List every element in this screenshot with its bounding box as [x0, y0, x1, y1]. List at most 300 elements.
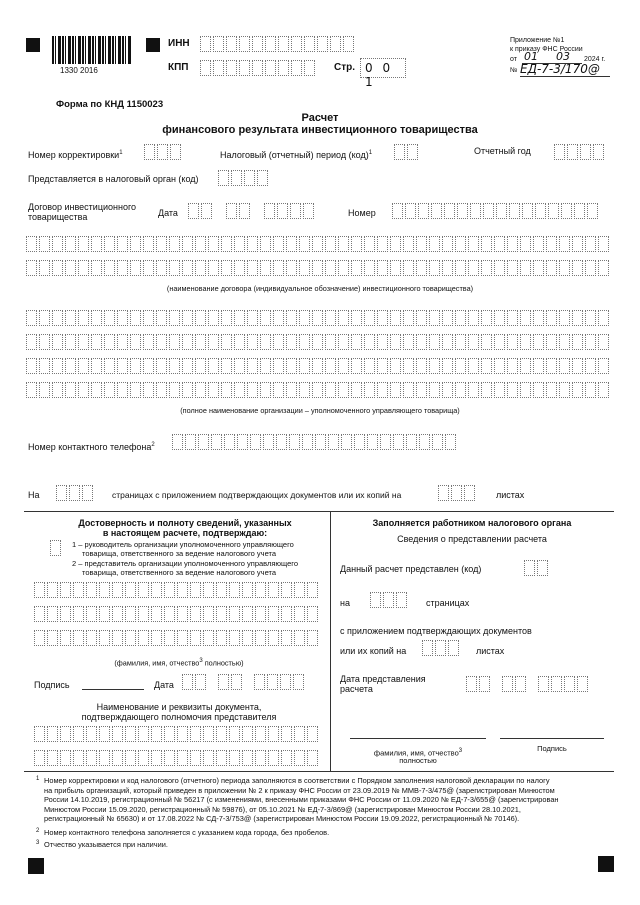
input-cell[interactable]: [432, 434, 443, 450]
input-cell[interactable]: [247, 236, 258, 252]
input-cell[interactable]: [104, 236, 115, 252]
input-cell[interactable]: [172, 434, 183, 450]
input-cell[interactable]: [390, 260, 401, 276]
input-cell[interactable]: [195, 358, 206, 374]
input-cell[interactable]: [598, 236, 609, 252]
input-cell[interactable]: [164, 582, 175, 598]
input-cell[interactable]: [325, 334, 336, 350]
sheets-cells[interactable]: [438, 485, 477, 501]
input-cell[interactable]: [260, 236, 271, 252]
input-cell[interactable]: [260, 358, 271, 374]
input-cell[interactable]: [268, 606, 279, 622]
input-cell[interactable]: [377, 382, 388, 398]
input-cell[interactable]: [156, 382, 167, 398]
input-cell[interactable]: [559, 358, 570, 374]
input-cell[interactable]: [341, 434, 352, 450]
input-cell[interactable]: [325, 310, 336, 326]
input-cell[interactable]: [403, 310, 414, 326]
input-cell[interactable]: [442, 260, 453, 276]
input-cell[interactable]: [151, 582, 162, 598]
input-cell[interactable]: [268, 726, 279, 742]
input-cell[interactable]: [169, 236, 180, 252]
input-cell[interactable]: [307, 630, 318, 646]
input-cell[interactable]: [177, 750, 188, 766]
input-cell[interactable]: [138, 726, 149, 742]
input-cell[interactable]: [494, 382, 505, 398]
input-cell[interactable]: [52, 358, 63, 374]
input-cell[interactable]: [572, 260, 583, 276]
input-cell[interactable]: [572, 334, 583, 350]
input-cell[interactable]: [60, 726, 71, 742]
input-cell[interactable]: [585, 358, 596, 374]
contract-number-cells[interactable]: [392, 203, 600, 219]
contract-name-row-2[interactable]: [26, 260, 611, 276]
input-cell[interactable]: [273, 382, 284, 398]
input-cell[interactable]: [390, 310, 401, 326]
input-cell[interactable]: [78, 382, 89, 398]
input-cell[interactable]: [86, 750, 97, 766]
input-cell[interactable]: [416, 334, 427, 350]
input-cell[interactable]: [190, 606, 201, 622]
input-cell[interactable]: [494, 236, 505, 252]
input-cell[interactable]: [481, 382, 492, 398]
input-cell[interactable]: [546, 382, 557, 398]
input-cell[interactable]: [221, 334, 232, 350]
input-cell[interactable]: [182, 382, 193, 398]
input-cell[interactable]: [294, 726, 305, 742]
input-cell[interactable]: [286, 382, 297, 398]
input-cell[interactable]: [325, 358, 336, 374]
input-cell[interactable]: [52, 310, 63, 326]
input-cell[interactable]: [390, 358, 401, 374]
input-cell[interactable]: [26, 382, 37, 398]
input-cell[interactable]: [546, 260, 557, 276]
input-cell[interactable]: [211, 434, 222, 450]
input-cell[interactable]: [442, 334, 453, 350]
input-cell[interactable]: [73, 630, 84, 646]
input-cell[interactable]: [572, 382, 583, 398]
input-cell[interactable]: [351, 236, 362, 252]
input-cell[interactable]: [151, 630, 162, 646]
doc-row-1[interactable]: [34, 726, 320, 742]
input-cell[interactable]: [299, 236, 310, 252]
input-cell[interactable]: [377, 358, 388, 374]
input-cell[interactable]: [585, 334, 596, 350]
input-cell[interactable]: [546, 310, 557, 326]
input-cell[interactable]: [190, 582, 201, 598]
input-cell[interactable]: [286, 260, 297, 276]
input-cell[interactable]: [65, 260, 76, 276]
input-cell[interactable]: [91, 260, 102, 276]
input-cell[interactable]: [117, 334, 128, 350]
input-cell[interactable]: [203, 582, 214, 598]
input-cell[interactable]: [533, 358, 544, 374]
right-signature-line[interactable]: [500, 738, 604, 739]
input-cell[interactable]: [559, 310, 570, 326]
input-cell[interactable]: [216, 630, 227, 646]
input-cell[interactable]: [182, 310, 193, 326]
input-cell[interactable]: [442, 310, 453, 326]
input-cell[interactable]: [143, 260, 154, 276]
input-cell[interactable]: [281, 750, 292, 766]
input-cell[interactable]: [130, 236, 141, 252]
input-cell[interactable]: [242, 726, 253, 742]
input-cell[interactable]: [286, 358, 297, 374]
input-cell[interactable]: [281, 630, 292, 646]
input-cell[interactable]: [325, 260, 336, 276]
input-cell[interactable]: [312, 236, 323, 252]
org-name-row-2[interactable]: [26, 334, 611, 350]
org-name-row-3[interactable]: [26, 358, 611, 374]
input-cell[interactable]: [125, 750, 136, 766]
input-cell[interactable]: [125, 726, 136, 742]
input-cell[interactable]: [260, 310, 271, 326]
signer-type-cell[interactable]: [50, 540, 63, 556]
input-cell[interactable]: [481, 236, 492, 252]
input-cell[interactable]: [177, 630, 188, 646]
input-cell[interactable]: [442, 382, 453, 398]
input-cell[interactable]: [312, 310, 323, 326]
input-cell[interactable]: [190, 750, 201, 766]
kpp-cells[interactable]: [200, 60, 317, 76]
input-cell[interactable]: [338, 382, 349, 398]
right-pages-cells[interactable]: [370, 592, 409, 608]
input-cell[interactable]: [585, 236, 596, 252]
input-cell[interactable]: [294, 606, 305, 622]
input-cell[interactable]: [216, 750, 227, 766]
input-cell[interactable]: [156, 236, 167, 252]
input-cell[interactable]: [294, 582, 305, 598]
input-cell[interactable]: [585, 382, 596, 398]
input-cell[interactable]: [60, 630, 71, 646]
input-cell[interactable]: [338, 236, 349, 252]
input-cell[interactable]: [117, 236, 128, 252]
input-cell[interactable]: [281, 726, 292, 742]
input-cell[interactable]: [130, 382, 141, 398]
input-cell[interactable]: [112, 750, 123, 766]
input-cell[interactable]: [242, 582, 253, 598]
input-cell[interactable]: [403, 236, 414, 252]
input-cell[interactable]: [533, 260, 544, 276]
input-cell[interactable]: [307, 582, 318, 598]
input-cell[interactable]: [276, 434, 287, 450]
input-cell[interactable]: [156, 260, 167, 276]
input-cell[interactable]: [185, 434, 196, 450]
input-cell[interactable]: [533, 310, 544, 326]
input-cell[interactable]: [26, 334, 37, 350]
input-cell[interactable]: [494, 334, 505, 350]
input-cell[interactable]: [195, 334, 206, 350]
input-cell[interactable]: [164, 606, 175, 622]
org-name-row-4[interactable]: [26, 382, 611, 398]
input-cell[interactable]: [203, 630, 214, 646]
input-cell[interactable]: [182, 236, 193, 252]
input-cell[interactable]: [216, 726, 227, 742]
input-cell[interactable]: [169, 334, 180, 350]
input-cell[interactable]: [91, 334, 102, 350]
input-cell[interactable]: [390, 236, 401, 252]
input-cell[interactable]: [416, 260, 427, 276]
input-cell[interactable]: [216, 606, 227, 622]
input-cell[interactable]: [229, 582, 240, 598]
input-cell[interactable]: [99, 630, 110, 646]
input-cell[interactable]: [325, 382, 336, 398]
input-cell[interactable]: [151, 750, 162, 766]
input-cell[interactable]: [455, 236, 466, 252]
input-cell[interactable]: [250, 434, 261, 450]
submitted-cells[interactable]: [524, 560, 550, 576]
left-date-cells[interactable]: [182, 674, 306, 690]
input-cell[interactable]: [47, 630, 58, 646]
input-cell[interactable]: [52, 334, 63, 350]
input-cell[interactable]: [312, 382, 323, 398]
input-cell[interactable]: [34, 726, 45, 742]
right-date-cells[interactable]: [466, 676, 590, 692]
input-cell[interactable]: [208, 310, 219, 326]
input-cell[interactable]: [468, 382, 479, 398]
input-cell[interactable]: [416, 358, 427, 374]
input-cell[interactable]: [104, 334, 115, 350]
input-cell[interactable]: [34, 606, 45, 622]
input-cell[interactable]: [99, 726, 110, 742]
input-cell[interactable]: [73, 606, 84, 622]
input-cell[interactable]: [156, 358, 167, 374]
input-cell[interactable]: [403, 358, 414, 374]
input-cell[interactable]: [208, 358, 219, 374]
input-cell[interactable]: [302, 434, 313, 450]
input-cell[interactable]: [520, 334, 531, 350]
input-cell[interactable]: [34, 630, 45, 646]
input-cell[interactable]: [406, 434, 417, 450]
input-cell[interactable]: [419, 434, 430, 450]
input-cell[interactable]: [78, 334, 89, 350]
input-cell[interactable]: [39, 334, 50, 350]
input-cell[interactable]: [429, 310, 440, 326]
input-cell[interactable]: [268, 750, 279, 766]
input-cell[interactable]: [559, 382, 570, 398]
input-cell[interactable]: [78, 260, 89, 276]
input-cell[interactable]: [546, 334, 557, 350]
input-cell[interactable]: [203, 726, 214, 742]
input-cell[interactable]: [195, 236, 206, 252]
input-cell[interactable]: [494, 358, 505, 374]
input-cell[interactable]: [338, 358, 349, 374]
input-cell[interactable]: [117, 260, 128, 276]
input-cell[interactable]: [507, 260, 518, 276]
input-cell[interactable]: [494, 260, 505, 276]
input-cell[interactable]: [598, 334, 609, 350]
input-cell[interactable]: [138, 630, 149, 646]
input-cell[interactable]: [572, 310, 583, 326]
input-cell[interactable]: [130, 334, 141, 350]
input-cell[interactable]: [247, 334, 258, 350]
input-cell[interactable]: [143, 236, 154, 252]
input-cell[interactable]: [216, 582, 227, 598]
input-cell[interactable]: [289, 434, 300, 450]
input-cell[interactable]: [507, 310, 518, 326]
input-cell[interactable]: [520, 236, 531, 252]
input-cell[interactable]: [455, 310, 466, 326]
input-cell[interactable]: [393, 434, 404, 450]
input-cell[interactable]: [65, 358, 76, 374]
input-cell[interactable]: [468, 310, 479, 326]
doc-row-2[interactable]: [34, 750, 320, 766]
input-cell[interactable]: [468, 260, 479, 276]
right-sheets-cells[interactable]: [422, 640, 461, 656]
input-cell[interactable]: [572, 358, 583, 374]
input-cell[interactable]: [143, 334, 154, 350]
input-cell[interactable]: [117, 310, 128, 326]
input-cell[interactable]: [26, 358, 37, 374]
input-cell[interactable]: [377, 310, 388, 326]
input-cell[interactable]: [47, 750, 58, 766]
input-cell[interactable]: [429, 260, 440, 276]
input-cell[interactable]: [299, 260, 310, 276]
input-cell[interactable]: [190, 630, 201, 646]
input-cell[interactable]: [208, 334, 219, 350]
input-cell[interactable]: [86, 606, 97, 622]
input-cell[interactable]: [481, 334, 492, 350]
input-cell[interactable]: [442, 358, 453, 374]
input-cell[interactable]: [143, 382, 154, 398]
input-cell[interactable]: [151, 726, 162, 742]
input-cell[interactable]: [125, 606, 136, 622]
input-cell[interactable]: [234, 382, 245, 398]
input-cell[interactable]: [151, 606, 162, 622]
input-cell[interactable]: [91, 358, 102, 374]
input-cell[interactable]: [169, 382, 180, 398]
input-cell[interactable]: [65, 236, 76, 252]
input-cell[interactable]: [177, 582, 188, 598]
input-cell[interactable]: [177, 606, 188, 622]
input-cell[interactable]: [26, 310, 37, 326]
input-cell[interactable]: [164, 750, 175, 766]
input-cell[interactable]: [429, 382, 440, 398]
input-cell[interactable]: [177, 726, 188, 742]
input-cell[interactable]: [520, 310, 531, 326]
input-cell[interactable]: [294, 750, 305, 766]
signature-line[interactable]: [82, 689, 144, 690]
input-cell[interactable]: [533, 382, 544, 398]
input-cell[interactable]: [86, 726, 97, 742]
input-cell[interactable]: [315, 434, 326, 450]
input-cell[interactable]: [312, 358, 323, 374]
input-cell[interactable]: [78, 358, 89, 374]
input-cell[interactable]: [208, 382, 219, 398]
input-cell[interactable]: [455, 358, 466, 374]
tax-authority-cells[interactable]: [218, 170, 270, 186]
input-cell[interactable]: [255, 726, 266, 742]
input-cell[interactable]: [47, 726, 58, 742]
input-cell[interactable]: [169, 260, 180, 276]
input-cell[interactable]: [234, 236, 245, 252]
input-cell[interactable]: [195, 310, 206, 326]
input-cell[interactable]: [533, 334, 544, 350]
input-cell[interactable]: [416, 382, 427, 398]
input-cell[interactable]: [99, 606, 110, 622]
input-cell[interactable]: [255, 750, 266, 766]
signer-name-row-1[interactable]: [34, 582, 320, 598]
input-cell[interactable]: [229, 726, 240, 742]
input-cell[interactable]: [247, 310, 258, 326]
input-cell[interactable]: [507, 382, 518, 398]
input-cell[interactable]: [338, 310, 349, 326]
input-cell[interactable]: [255, 582, 266, 598]
input-cell[interactable]: [367, 434, 378, 450]
input-cell[interactable]: [328, 434, 339, 450]
input-cell[interactable]: [598, 310, 609, 326]
input-cell[interactable]: [268, 582, 279, 598]
input-cell[interactable]: [182, 334, 193, 350]
input-cell[interactable]: [351, 358, 362, 374]
input-cell[interactable]: [47, 582, 58, 598]
input-cell[interactable]: [39, 236, 50, 252]
input-cell[interactable]: [73, 582, 84, 598]
input-cell[interactable]: [91, 382, 102, 398]
input-cell[interactable]: [520, 382, 531, 398]
input-cell[interactable]: [60, 750, 71, 766]
input-cell[interactable]: [354, 434, 365, 450]
input-cell[interactable]: [182, 260, 193, 276]
input-cell[interactable]: [234, 260, 245, 276]
input-cell[interactable]: [182, 358, 193, 374]
input-cell[interactable]: [104, 310, 115, 326]
input-cell[interactable]: [390, 334, 401, 350]
input-cell[interactable]: [78, 236, 89, 252]
input-cell[interactable]: [138, 582, 149, 598]
input-cell[interactable]: [169, 310, 180, 326]
input-cell[interactable]: [91, 310, 102, 326]
phone-cells[interactable]: [172, 434, 458, 450]
input-cell[interactable]: [125, 582, 136, 598]
input-cell[interactable]: [533, 236, 544, 252]
input-cell[interactable]: [60, 606, 71, 622]
input-cell[interactable]: [143, 358, 154, 374]
input-cell[interactable]: [195, 260, 206, 276]
input-cell[interactable]: [281, 582, 292, 598]
input-cell[interactable]: [104, 260, 115, 276]
contract-name-row-1[interactable]: [26, 236, 611, 252]
input-cell[interactable]: [585, 260, 596, 276]
input-cell[interactable]: [312, 334, 323, 350]
input-cell[interactable]: [229, 750, 240, 766]
input-cell[interactable]: [78, 310, 89, 326]
input-cell[interactable]: [125, 630, 136, 646]
input-cell[interactable]: [299, 334, 310, 350]
input-cell[interactable]: [203, 606, 214, 622]
input-cell[interactable]: [247, 382, 258, 398]
input-cell[interactable]: [99, 582, 110, 598]
input-cell[interactable]: [198, 434, 209, 450]
input-cell[interactable]: [294, 630, 305, 646]
input-cell[interactable]: [585, 310, 596, 326]
input-cell[interactable]: [481, 310, 492, 326]
input-cell[interactable]: [429, 334, 440, 350]
input-cell[interactable]: [598, 358, 609, 374]
input-cell[interactable]: [130, 260, 141, 276]
input-cell[interactable]: [34, 582, 45, 598]
input-cell[interactable]: [229, 630, 240, 646]
input-cell[interactable]: [26, 236, 37, 252]
input-cell[interactable]: [208, 260, 219, 276]
input-cell[interactable]: [234, 358, 245, 374]
input-cell[interactable]: [117, 358, 128, 374]
input-cell[interactable]: [112, 606, 123, 622]
input-cell[interactable]: [520, 358, 531, 374]
input-cell[interactable]: [546, 236, 557, 252]
input-cell[interactable]: [377, 260, 388, 276]
input-cell[interactable]: [164, 630, 175, 646]
